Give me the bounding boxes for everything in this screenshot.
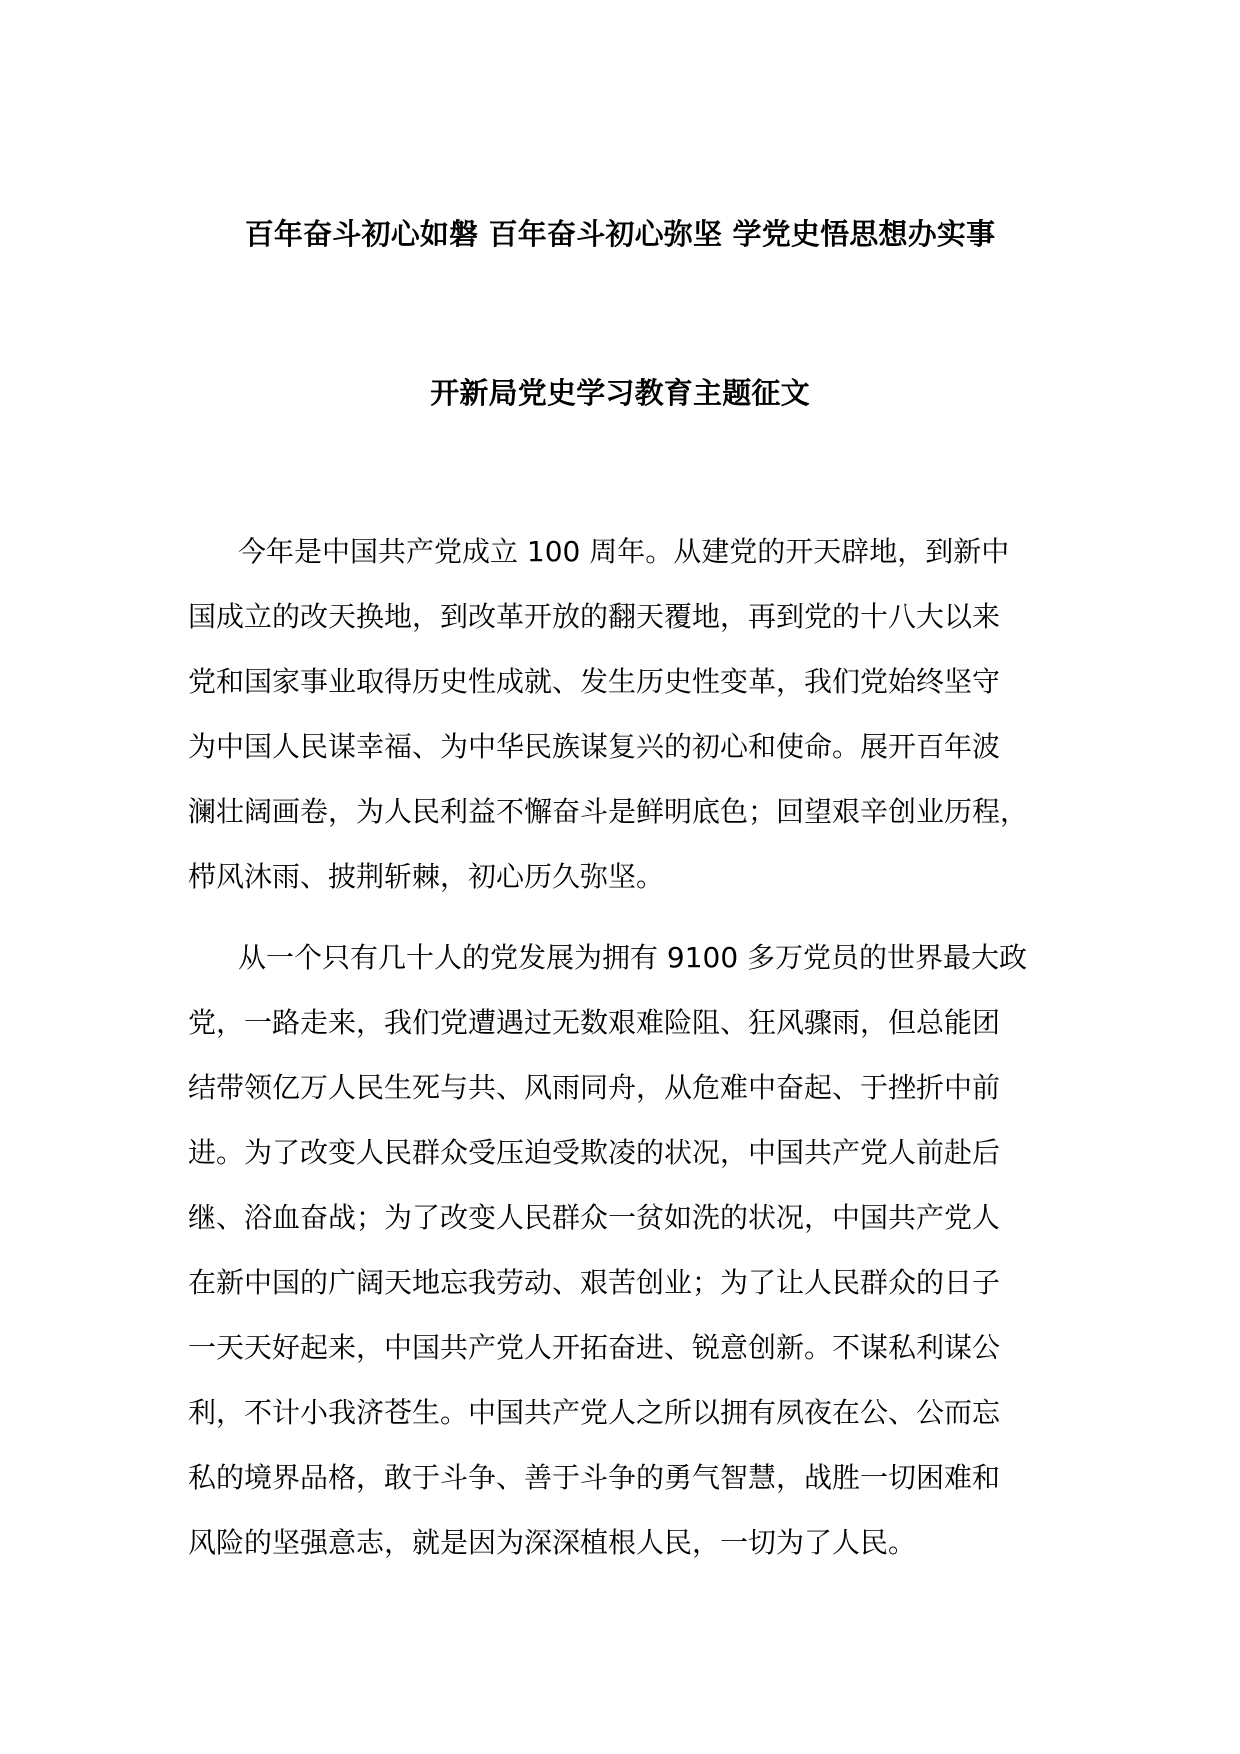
- body-paragraph-1: [188, 532, 1068, 922]
- paragraph-line: 今年是中国共产党成立 100 周年。从建党的开天辟地，到新中: [238, 535, 1010, 568]
- paragraph-line: 继、浴血奋战；为了改变人民群众一贫如洗的状况，中国共产党人: [188, 1201, 1001, 1234]
- paragraph-line: 私的境界品格，敢于斗争、善于斗争的勇气智慧，战胜一切困难和: [188, 1461, 1001, 1494]
- paragraph-line: 进。为了改变人民群众受压迫受欺凌的状况，中国共产党人前赴后: [188, 1136, 1001, 1169]
- paragraph-line: 党和国家事业取得历史性成就、发生历史性变革，我们党始终坚守: [188, 665, 1001, 698]
- paragraph-line: 一天天好起来，中国共产党人开拓奋进、锐意创新。不谋私利谋公: [188, 1331, 1001, 1364]
- paragraph-line: 党，一路走来，我们党遭遇过无数艰难险阻、狂风骤雨，但总能团: [188, 1006, 1001, 1039]
- paragraph-line: 澜壮阔画卷，为人民利益不懈奋斗是鲜明底色；回望艰辛创业历程，: [188, 795, 1029, 828]
- document-title-line-1: 百年奋斗初心如磐 百年奋斗初心弥坚 学党史悟思想办实事: [244, 217, 996, 251]
- paragraph-line: 从一个只有几十人的党发展为拥有 9100 多万党员的世界最大政: [238, 941, 1028, 974]
- paragraph-line: 结带领亿万人民生死与共、风雨同舟，从危难中奋起、于挫折中前: [188, 1071, 1001, 1104]
- paragraph-line: 风险的坚强意志，就是因为深深植根人民，一切为了人民。: [188, 1526, 917, 1559]
- paragraph-line: 国成立的改天换地，到改革开放的翻天覆地，再到党的十八大以来: [188, 600, 1001, 633]
- document-title-line-2: 开新局党史学习教育主题征文: [430, 376, 810, 410]
- paragraph-line: 利，不计小我济苍生。中国共产党人之所以拥有夙夜在公、公而忘: [188, 1396, 1001, 1429]
- paragraph-line: 栉风沐雨、披荆斩棘，初心历久弥坚。: [188, 860, 665, 893]
- body-paragraph-2: [188, 938, 1068, 1588]
- paragraph-line: 为中国人民谋幸福、为中华民族谋复兴的初心和使命。展开百年波: [188, 730, 1001, 763]
- paragraph-line: 在新中国的广阔天地忘我劳动、艰苦创业；为了让人民群众的日子: [188, 1266, 1001, 1299]
